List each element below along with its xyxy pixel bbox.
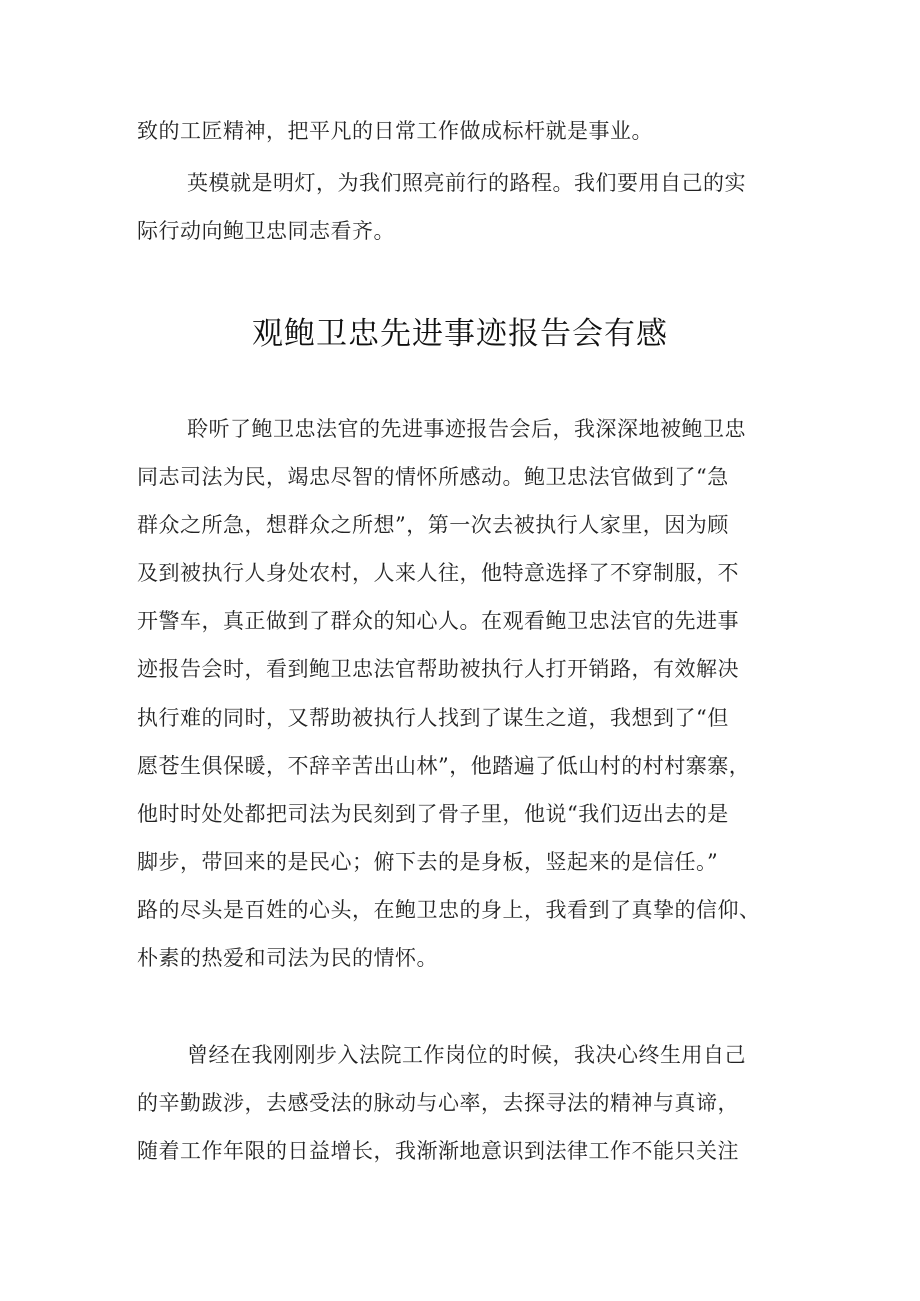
article-p1-line-8: 愿苍生俱保暖，不辞辛苦出山林”，他踏遍了低山村的村村寨寨， <box>137 754 751 778</box>
article-p1-line-12: 朴素的热爱和司法为民的情怀。 <box>137 946 438 970</box>
article-p1-line-9: 他时时处处都把司法为民刻到了骨子里，他说“我们迈出去的是 <box>137 802 729 826</box>
article-p2-line-3: 随着工作年限的日益增长，我渐渐地意识到法律工作不能只关注 <box>137 1139 739 1163</box>
article-p1-line-4: 及到被执行人身处农村，人来人往，他特意选择了不穿制服，不 <box>137 561 739 585</box>
article-p2-line-1: 曾经在我刚刚步入法院工作岗位的时候，我决心终生用自己 <box>187 1043 746 1067</box>
article-p1-line-10: 脚步，带回来的是民心；俯下去的是身板，竖起来的是信任。” <box>137 850 719 874</box>
article-p1-line-3: 群众之所急，想群众之所想”，第一次去被执行人家里，因为顾 <box>137 513 729 537</box>
intro-p2-line-1: 英模就是明灯，为我们照亮前行的路程。我们要用自己的实 <box>187 171 746 195</box>
article-p1-line-6: 迹报告会时，看到鲍卫忠法官帮助被执行人打开销路，有效解决 <box>137 657 739 681</box>
intro-p2-line-2: 际行动向鲍卫忠同志看齐。 <box>137 219 395 243</box>
article-p1-line-11: 路的尽头是百姓的心头，在鲍卫忠的身上，我看到了真挚的信仰、 <box>137 898 761 922</box>
intro-p1-line-1: 致的工匠精神，把平凡的日常工作做成标杆就是事业。 <box>137 119 653 143</box>
article-p1-line-7: 执行难的同时，又帮助被执行人找到了谋生之道，我想到了“但 <box>137 706 729 730</box>
article-p2-line-2: 的辛勤跋涉，去感受法的脉动与心率，去探寻法的精神与真谛， <box>137 1091 739 1115</box>
article-p1-line-5: 开警车，真正做到了群众的知心人。在观看鲍卫忠法官的先进事 <box>137 609 739 633</box>
article-p1-line-2: 同志司法为民，竭忠尽智的情怀所感动。鲍卫忠法官做到了“急 <box>137 465 729 489</box>
article-title: 观鲍卫忠先进事迹报告会有感 <box>252 316 668 352</box>
article-p1-line-1: 聆听了鲍卫忠法官的先进事迹报告会后，我深深地被鲍卫忠 <box>187 417 746 441</box>
